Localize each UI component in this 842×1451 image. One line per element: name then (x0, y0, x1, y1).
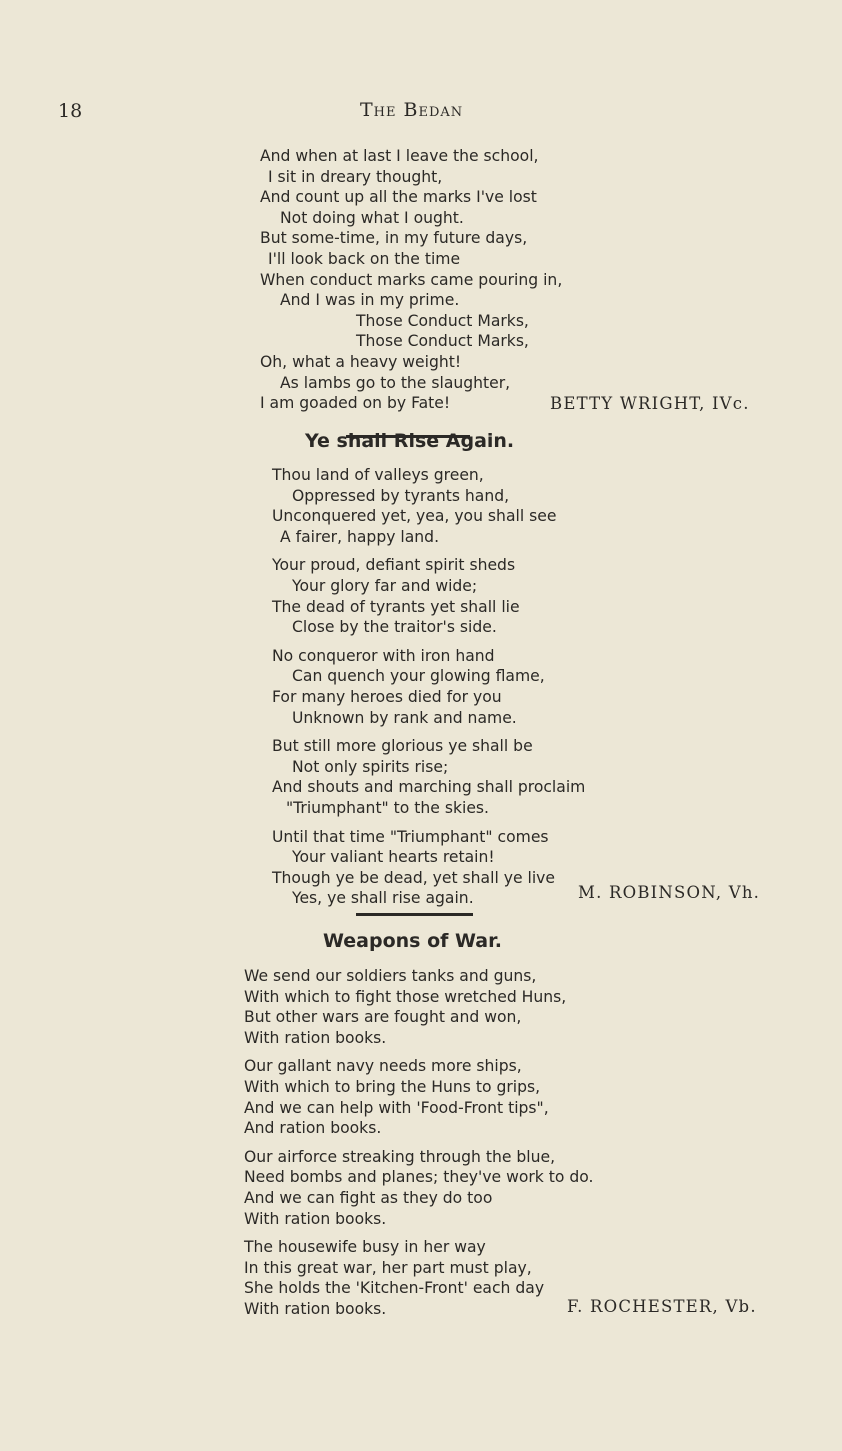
poem-line: Your valiant hearts retain! (292, 848, 495, 867)
poem-line: And ration books. (244, 1119, 382, 1138)
stanza (272, 827, 585, 909)
poem-line: Our airforce streaking through the blue, (244, 1147, 556, 1166)
divider-rule (356, 913, 473, 916)
poem-line: But some-time, in my future days, (260, 229, 528, 248)
poem-line: And when at last I leave the school, (260, 147, 539, 165)
poem-line: No conqueror with iron hand (272, 646, 495, 665)
poem-line: Not only spirits rise; (292, 757, 449, 776)
stanza (272, 555, 585, 637)
author-signature: F. ROCHESTER, Vb. (567, 1297, 757, 1316)
poem-weapons-of-war (244, 966, 594, 1320)
poem-line: In this great war, her part must play, (244, 1258, 532, 1277)
stanza (244, 966, 594, 1048)
poem-line: Yes, ye shall rise again. (292, 889, 474, 908)
poem-line: And I was in my prime. (280, 291, 460, 310)
poem-line: Thou land of valleys green, (272, 466, 484, 484)
poem-line: As lambs go to the slaughter, (280, 373, 511, 392)
poem-line: Your proud, defiant spirit sheds (272, 556, 516, 575)
poem-line: Need bombs and planes; they've work to do. (244, 1168, 594, 1187)
poem-line: And we can help with 'Food-Front tips", (244, 1098, 549, 1117)
poem-line: We send our soldiers tanks and guns, (244, 967, 537, 985)
stanza (272, 736, 585, 818)
poem-line: Oppressed by tyrants hand, (292, 486, 510, 505)
poem-line: I'll look back on the time (268, 249, 461, 268)
stanza (272, 465, 585, 547)
poem-line: With ration books. (244, 1209, 387, 1228)
stanza (244, 1237, 594, 1319)
poem-line: And count up all the marks I've lost (260, 188, 537, 207)
poem-line: With which to fight those wretched Huns, (244, 987, 567, 1006)
poem-line: Those Conduct Marks, (356, 332, 529, 351)
poem-line: Unknown by rank and name. (292, 708, 517, 727)
poem-rise-again (272, 465, 585, 909)
poem-line: Close by the traitor's side. (292, 618, 497, 637)
poem-line: When conduct marks came pouring in, (260, 270, 563, 289)
poem-line: Unconquered yet, yea, you shall see (272, 507, 557, 526)
poem-line: She holds the 'Kitchen-Front' each day (244, 1279, 545, 1298)
poem-line: Oh, what a heavy weight! (260, 352, 462, 371)
poem-line: Your glory far and wide; (292, 576, 478, 595)
poem-line: Those Conduct Marks, (356, 311, 529, 330)
poem-line: The dead of tyrants yet shall lie (272, 597, 520, 616)
poem-line: Our gallant navy needs more ships, (244, 1057, 522, 1076)
poem-line: But still more glorious ye shall be (272, 737, 533, 756)
stanza (260, 146, 562, 414)
poem-line: And we can fight as they do too (244, 1188, 493, 1207)
poem-title: Ye shall Rise Again. (305, 430, 515, 452)
poem-line: I am goaded on by Fate! (260, 394, 451, 413)
running-title: The Bedan (360, 99, 464, 121)
poem-line: But other wars are fought and won, (244, 1008, 522, 1027)
author-signature: BETTY WRIGHT, IVc. (550, 394, 750, 413)
poem-line: With which to bring the Huns to grips, (244, 1077, 541, 1096)
poem-line: With ration books. (244, 1299, 387, 1318)
poem-line: I sit in dreary thought, (268, 167, 443, 186)
poem-line: Until that time "Triumphant" comes (272, 827, 549, 846)
poem-line: "Triumphant" to the skies. (286, 798, 490, 817)
stanza (244, 1147, 594, 1229)
poem-line: Can quench your glowing flame, (292, 667, 545, 686)
author-signature: M. ROBINSON, Vh. (578, 883, 761, 902)
poem-line: For many heroes died for you (272, 687, 502, 706)
poem-title: Weapons of War. (323, 930, 503, 952)
poem-line: Not doing what I ought. (280, 208, 464, 227)
stanza (244, 1056, 594, 1138)
poem-line: Though ye be dead, yet shall ye live (272, 868, 556, 887)
poem-line: A fairer, happy land. (280, 527, 440, 546)
poem-line: And shouts and marching shall proclaim (272, 778, 586, 797)
poem-line: With ration books. (244, 1028, 387, 1047)
stanza (272, 646, 585, 728)
poem-conduct-marks (260, 146, 562, 414)
page-number: 18 (58, 100, 83, 122)
poem-line: The housewife busy in her way (244, 1238, 486, 1257)
